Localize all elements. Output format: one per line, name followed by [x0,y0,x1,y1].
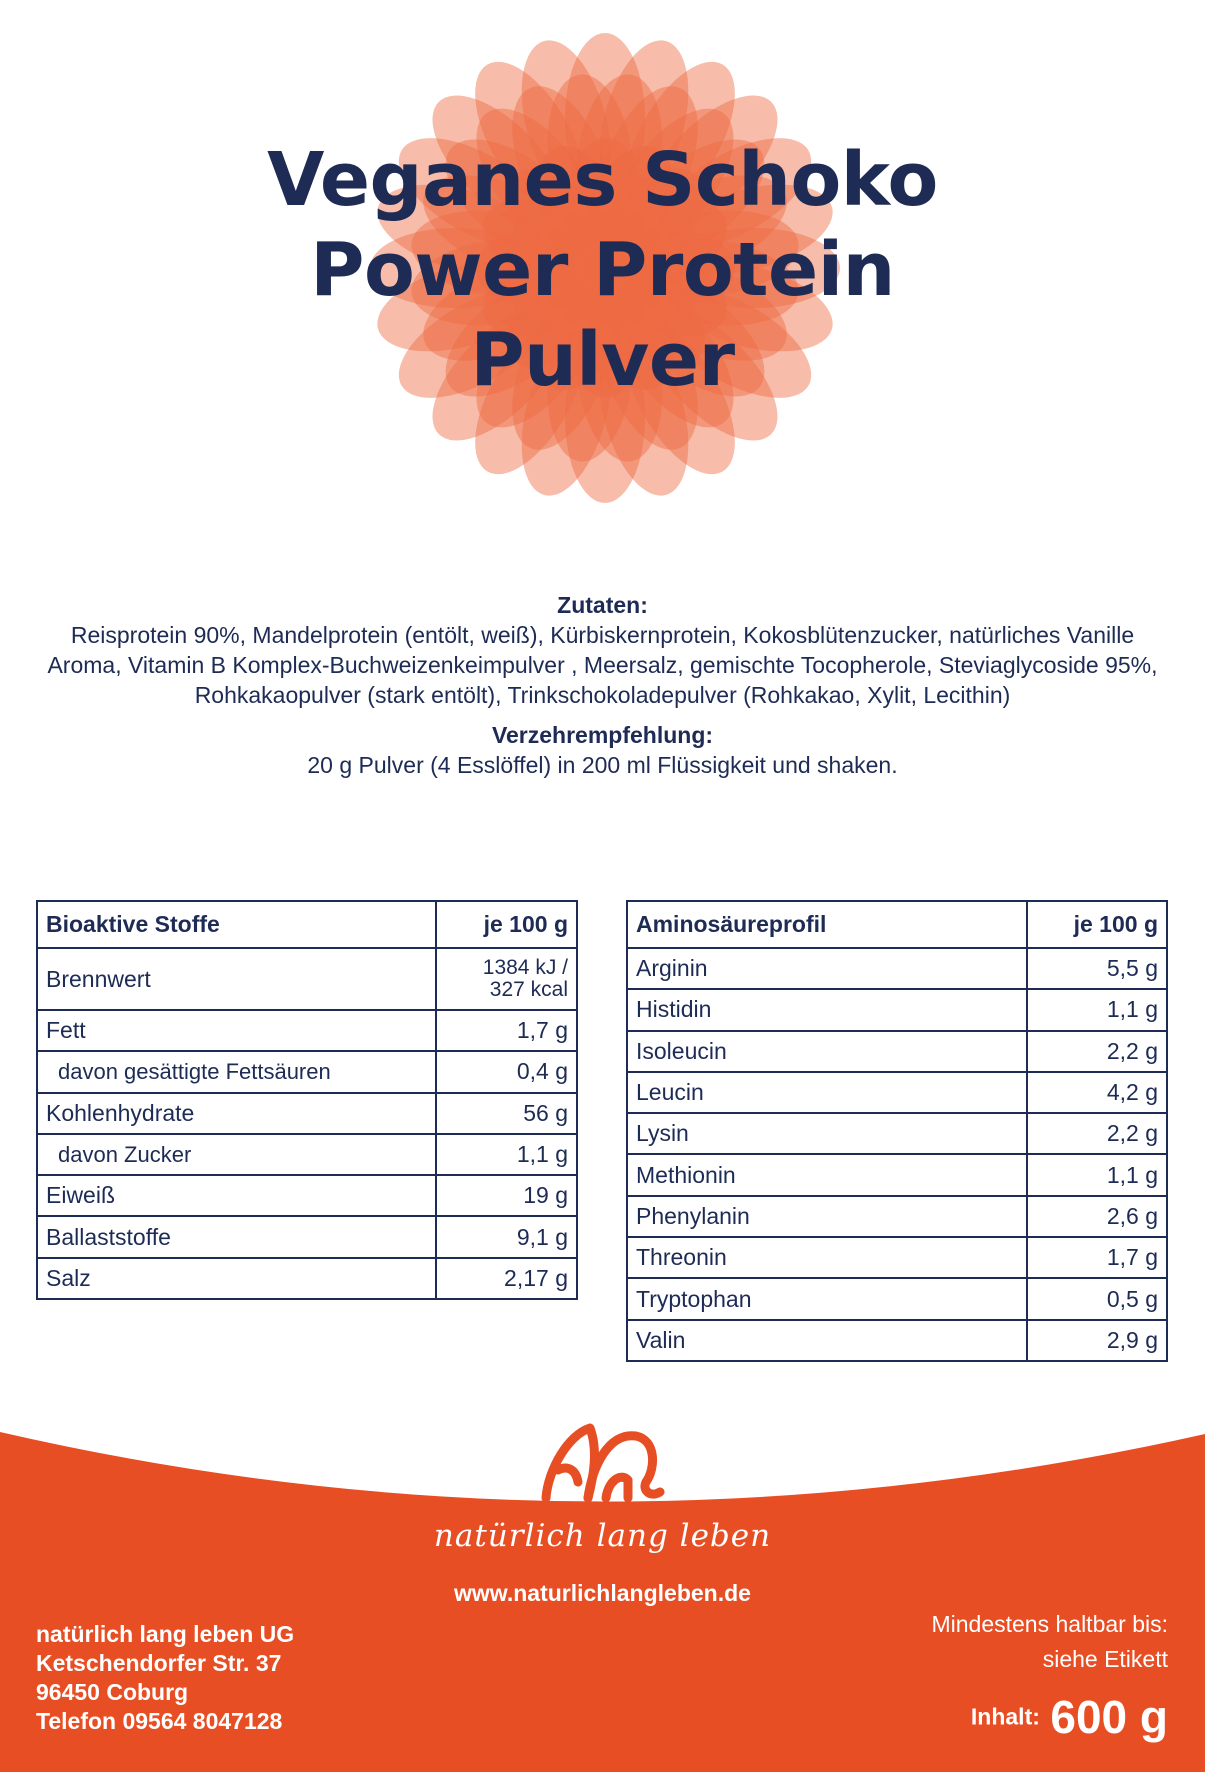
nutrient-value: 9,1 g [436,1216,577,1257]
ingredients-text: Reisprotein 90%, Mandelprotein (entölt, weiß), Kürbiskernprotein, Kokosblütenzucker, natürliches Vanille Aroma, Vitamin B Komplex-Buchweizenkeimpulver , Meersalz, gemischte Tocopherole, Steviaglycoside 95%, Rohkakaopulver (stark entölt), Trinkschokoladepulver (Rohkakao, Xylit, Lecithin) [47,622,1158,708]
amino-label: Valin [627,1320,1027,1361]
table-row [627,989,1167,1030]
brand-slogan: natürlich lang leben [433,1518,772,1554]
nutrient-value: 2,17 g [436,1258,577,1299]
company-name: natürlich lang leben UG [36,1621,295,1647]
nutrient-value: 56 g [436,1093,577,1134]
table-row [627,1278,1167,1319]
amino-acid-table [626,900,1168,1362]
best-before-label: Mindestens haltbar bis: [931,1611,1168,1637]
amino-value: 2,2 g [1027,1113,1167,1154]
table-row [627,1320,1167,1361]
best-before-value: siehe Etikett [1042,1646,1168,1672]
amino-label: Threonin [627,1237,1027,1278]
table-row [37,1258,577,1299]
recommendation-text: 20 g Pulver (4 Esslöffel) in 200 ml Flüssigkeit und shaken. [307,752,898,778]
ingredients-section [40,590,1165,710]
energy-kcal: 327 kcal [489,978,568,1001]
amino-value: 1,1 g [1027,1154,1167,1195]
table-row [627,1113,1167,1154]
nutrient-label: Kohlenhydrate [37,1093,436,1134]
amino-label: Methionin [627,1154,1027,1195]
table-row [627,1237,1167,1278]
amino-header-unit: je 100 g [1027,901,1167,948]
recommendation-heading: Verzehrempfehlung: [491,722,714,748]
amino-value: 0,5 g [1027,1278,1167,1319]
amino-label: Lysin [627,1113,1027,1154]
nutrient-value: 1,1 g [436,1134,577,1175]
table-row [37,1051,577,1092]
company-address [36,1620,294,1736]
nutrition-header-unit: je 100 g [436,901,577,948]
title-line-3: Pulver [470,317,735,403]
nutrient-value: 0,4 g [436,1051,577,1092]
amino-value: 1,7 g [1027,1237,1167,1278]
nutrient-label: Eiweiß [37,1175,436,1216]
amino-header-label: Aminosäureprofil [627,901,1027,948]
company-phone: Telefon 09564 8047128 [36,1708,283,1734]
amino-label: Arginin [627,948,1027,989]
table-row [37,1134,577,1175]
energy-value [436,948,577,1010]
ingredients-heading: Zutaten: [557,592,648,618]
table-row [627,1031,1167,1072]
amino-value: 2,2 g [1027,1031,1167,1072]
table-row [627,1154,1167,1195]
title-line-2: Power Protein [310,227,895,313]
energy-label: Brennwert [37,948,436,1010]
amino-label: Leucin [627,1072,1027,1113]
amino-label: Histidin [627,989,1027,1030]
nutrient-value: 1,7 g [436,1010,577,1051]
net-content [971,1690,1168,1744]
recommendation-section [40,720,1165,780]
amino-value: 4,2 g [1027,1072,1167,1113]
nutrient-label: Fett [37,1010,436,1051]
table-row [37,1010,577,1051]
content-label: Inhalt: [970,1703,1040,1730]
content-amount: 600 g [1050,1691,1168,1743]
amino-value: 2,6 g [1027,1196,1167,1237]
best-before [931,1607,1168,1677]
title-line-1: Veganes Schoko [267,137,938,223]
amino-label: Tryptophan [627,1278,1027,1319]
table-row [627,1196,1167,1237]
company-street: Ketschendorfer Str. 37 [36,1650,282,1676]
table-row [37,1216,577,1257]
amino-label: Isoleucin [627,1031,1027,1072]
nutrient-label: davon gesättigte Fettsäuren [37,1051,436,1092]
nutrient-label: davon Zucker [37,1134,436,1175]
nutrition-energy-row [37,948,577,1010]
nutrient-value: 19 g [436,1175,577,1216]
energy-kj: 1384 kJ / [482,956,568,979]
product-info [40,590,1165,790]
amino-value: 5,5 g [1027,948,1167,989]
table-row [627,948,1167,989]
company-city: 96450 Coburg [36,1679,189,1705]
table-row [37,1093,577,1134]
website-link[interactable]: www.naturlichlangleben.de [454,1580,751,1606]
product-title [0,135,1205,405]
nutrient-label: Ballaststoffe [37,1216,436,1257]
table-row [627,1072,1167,1113]
table-row [37,1175,577,1216]
nutrition-header-row [37,901,577,948]
nutrient-label: Salz [37,1258,436,1299]
amino-value: 2,9 g [1027,1320,1167,1361]
amino-label: Phenylanin [627,1196,1027,1237]
nutrition-header-label: Bioaktive Stoffe [37,901,436,948]
nutrition-table [36,900,578,1300]
amino-value: 1,1 g [1027,989,1167,1030]
elephant-logo-icon [528,1410,678,1510]
amino-header-row [627,901,1167,948]
